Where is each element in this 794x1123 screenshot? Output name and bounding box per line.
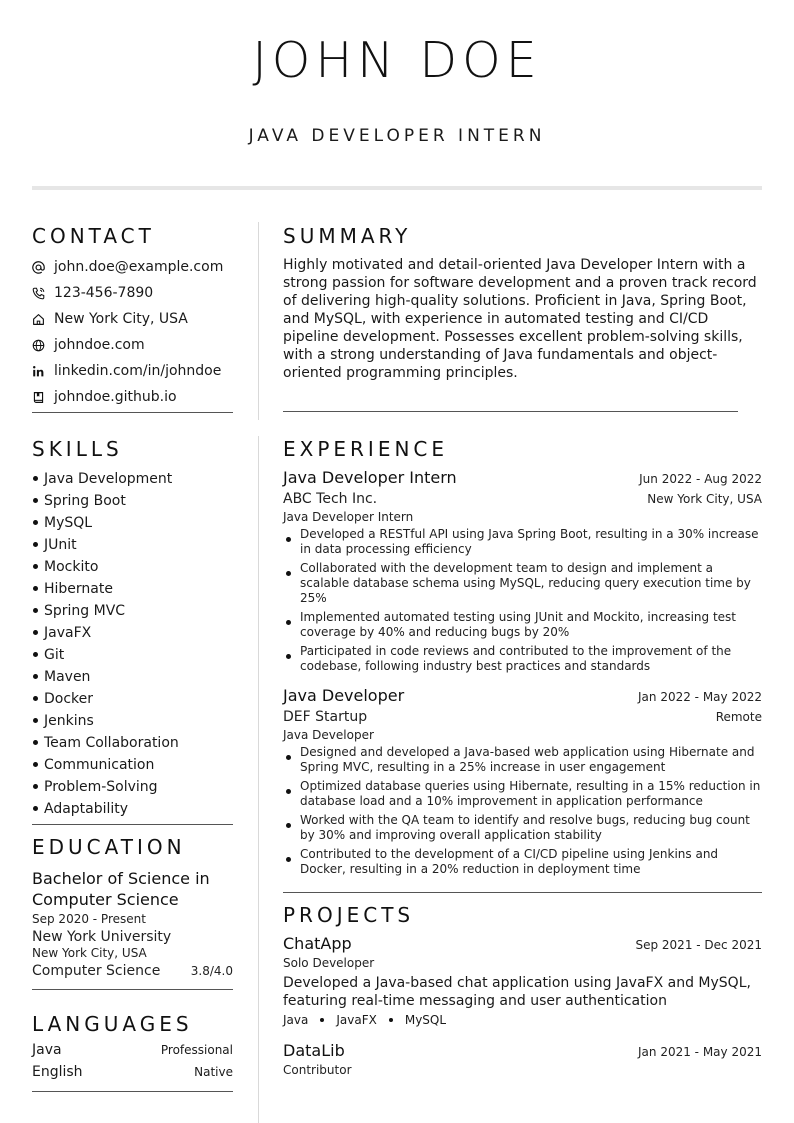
- skill-item: Problem-Solving: [32, 776, 233, 798]
- project-tag: Java: [283, 1013, 309, 1027]
- skill-item: Docker: [32, 688, 233, 710]
- education-dates: Sep 2020 - Present: [32, 912, 146, 926]
- job-bullet: Designed and developed a Java-based web application using Hibernate and Spring MVC, resulting in a 25% increase in user engagement: [283, 745, 762, 775]
- project-description: Developed a Java-based chat application using JavaFX and MySQL, featuring real-time messaging and user authentication: [283, 975, 751, 1009]
- summary-section: [283, 224, 762, 382]
- contact-location: [32, 306, 233, 332]
- header-divider: [32, 186, 762, 190]
- skill-item: Java Development: [32, 468, 233, 490]
- project-entry: [283, 934, 762, 1027]
- languages-title: LANGUAGES: [32, 1012, 193, 1036]
- job-bullets: [283, 745, 762, 877]
- project-dates: Jan 2021 - May 2021: [638, 1045, 762, 1059]
- skill-item: Adaptability: [32, 798, 233, 820]
- contact-location-text: New York City, USA: [54, 311, 188, 327]
- candidate-role: JAVA DEVELOPER INTERN: [248, 126, 546, 146]
- skill-item: Spring Boot: [32, 490, 233, 512]
- education-divider: [32, 989, 233, 990]
- education-title: EDUCATION: [32, 835, 186, 859]
- linkedin-icon: [32, 364, 54, 378]
- job-bullet: Worked with the QA team to identify and resolve bugs, reducing bug count by 30% and improving overall application stability: [283, 813, 762, 843]
- languages-divider: [32, 1091, 233, 1092]
- contact-phone[interactable]: [32, 280, 233, 306]
- project-role: Contributor: [283, 1063, 352, 1077]
- job-dates: Jun 2022 - Aug 2022: [639, 472, 762, 486]
- candidate-name: JOHN DOE: [252, 32, 542, 89]
- skill-item: Mockito: [32, 556, 233, 578]
- job-bullet: Optimized database queries using Hibernate, resulting in a 15% reduction in database load and a 10% improvement in application performance: [283, 779, 762, 809]
- skills-section: [32, 437, 233, 825]
- education-field: Computer Science: [32, 963, 161, 979]
- job-title: Java Developer Intern: [283, 468, 457, 487]
- project-entry: [283, 1041, 762, 1077]
- summary-divider: [283, 411, 738, 412]
- experience-section: [283, 437, 762, 881]
- education-section: [32, 835, 233, 990]
- experience-title: EXPERIENCE: [283, 437, 449, 461]
- job-company: DEF Startup: [283, 709, 368, 725]
- summary-text: Highly motivated and detail-oriented Java Developer Intern with a strong passion for software development and a proven track record of delivering high-quality solutions. Proficient in Java, Spring Boot, and MySQL, with experience in automated testing and CI/CD pipeline development. Possesses excellent problem-solving skills, with a strong understanding of Java fundamentals and object-oriented programming principles.: [283, 257, 757, 381]
- skills-divider: [32, 824, 233, 825]
- home-icon: [32, 312, 54, 326]
- globe-icon: [32, 338, 54, 352]
- at-icon: [32, 260, 54, 274]
- skill-item: JUnit: [32, 534, 233, 556]
- skill-item: Hibernate: [32, 578, 233, 600]
- contact-divider: [32, 412, 233, 413]
- project-dates: Sep 2021 - Dec 2021: [635, 938, 762, 952]
- contact-email-text: john.doe@example.com: [54, 259, 224, 275]
- project-name: DataLib: [283, 1041, 345, 1060]
- skill-item: Git: [32, 644, 233, 666]
- contact-website-text: johndoe.com: [54, 337, 145, 353]
- job-bullet: Collaborated with the development team to design and implement a scalable database schema using MySQL, reducing query execution time by 25%: [283, 561, 762, 606]
- skill-item: Maven: [32, 666, 233, 688]
- project-tags: [283, 1013, 762, 1027]
- project-name: ChatApp: [283, 934, 352, 953]
- project-role: Solo Developer: [283, 956, 375, 970]
- contact-linkedin[interactable]: [32, 358, 233, 384]
- summary-title: SUMMARY: [283, 224, 412, 248]
- language-item: [32, 1064, 233, 1086]
- contact-title: CONTACT: [32, 224, 155, 248]
- column-divider-top: [258, 222, 259, 420]
- skills-title: SKILLS: [32, 437, 123, 461]
- language-level: Professional: [160, 1043, 233, 1057]
- education-school: New York University: [32, 929, 172, 945]
- job-location: Remote: [715, 710, 762, 724]
- contact-github-text: johndoe.github.io: [54, 389, 177, 405]
- language-item: [32, 1042, 233, 1064]
- contact-github[interactable]: [32, 384, 233, 410]
- projects-section: [283, 903, 762, 1077]
- education-gpa: 3.8/4.0: [190, 964, 233, 978]
- education-degree: Bachelor of Science in Computer Science: [32, 869, 210, 909]
- skill-item: Communication: [32, 754, 233, 776]
- job-role: Java Developer Intern: [283, 510, 414, 524]
- column-divider-bottom: [258, 436, 259, 1123]
- job-bullets: [283, 527, 762, 674]
- skill-item: MySQL: [32, 512, 233, 534]
- job-dates: Jan 2022 - May 2022: [638, 690, 762, 704]
- phone-icon: [32, 286, 54, 300]
- projects-title: PROJECTS: [283, 903, 415, 927]
- language-name: English: [32, 1064, 83, 1080]
- job-entry: [283, 468, 762, 674]
- contact-section: [32, 224, 233, 413]
- language-level: Native: [194, 1065, 233, 1079]
- project-tag: MySQL: [404, 1013, 447, 1027]
- job-company: ABC Tech Inc.: [283, 491, 378, 507]
- contact-website[interactable]: [32, 332, 233, 358]
- job-bullet: Contributed to the development of a CI/CD pipeline using Jenkins and Docker, resulting in a 20% reduction in deployment time: [283, 847, 762, 877]
- project-tag: JavaFX: [336, 1013, 377, 1027]
- education-location: New York City, USA: [32, 946, 147, 960]
- skill-item: Team Collaboration: [32, 732, 233, 754]
- languages-section: [32, 1012, 233, 1092]
- experience-divider: [283, 892, 762, 893]
- job-bullet: Implemented automated testing using JUnit and Mockito, increasing test coverage by 40% and reducing bugs by 20%: [283, 610, 762, 640]
- job-bullet: Participated in code reviews and contributed to the improvement of the codebase, following industry best practices and standards: [283, 644, 762, 674]
- contact-email[interactable]: [32, 254, 233, 280]
- job-title: Java Developer: [283, 686, 405, 705]
- job-role: Java Developer: [283, 728, 374, 742]
- contact-phone-text: 123-456-7890: [54, 285, 154, 301]
- job-location: New York City, USA: [647, 492, 762, 506]
- skill-item: Spring MVC: [32, 600, 233, 622]
- github-icon: [32, 390, 54, 404]
- skills-list: [32, 468, 233, 820]
- language-name: Java: [32, 1042, 62, 1058]
- skill-item: Jenkins: [32, 710, 233, 732]
- job-entry: [283, 686, 762, 877]
- contact-linkedin-text: linkedin.com/in/johndoe: [54, 363, 222, 379]
- job-bullet: Developed a RESTful API using Java Spring Boot, resulting in a 30% increase in data processing efficiency: [283, 527, 762, 557]
- skill-item: JavaFX: [32, 622, 233, 644]
